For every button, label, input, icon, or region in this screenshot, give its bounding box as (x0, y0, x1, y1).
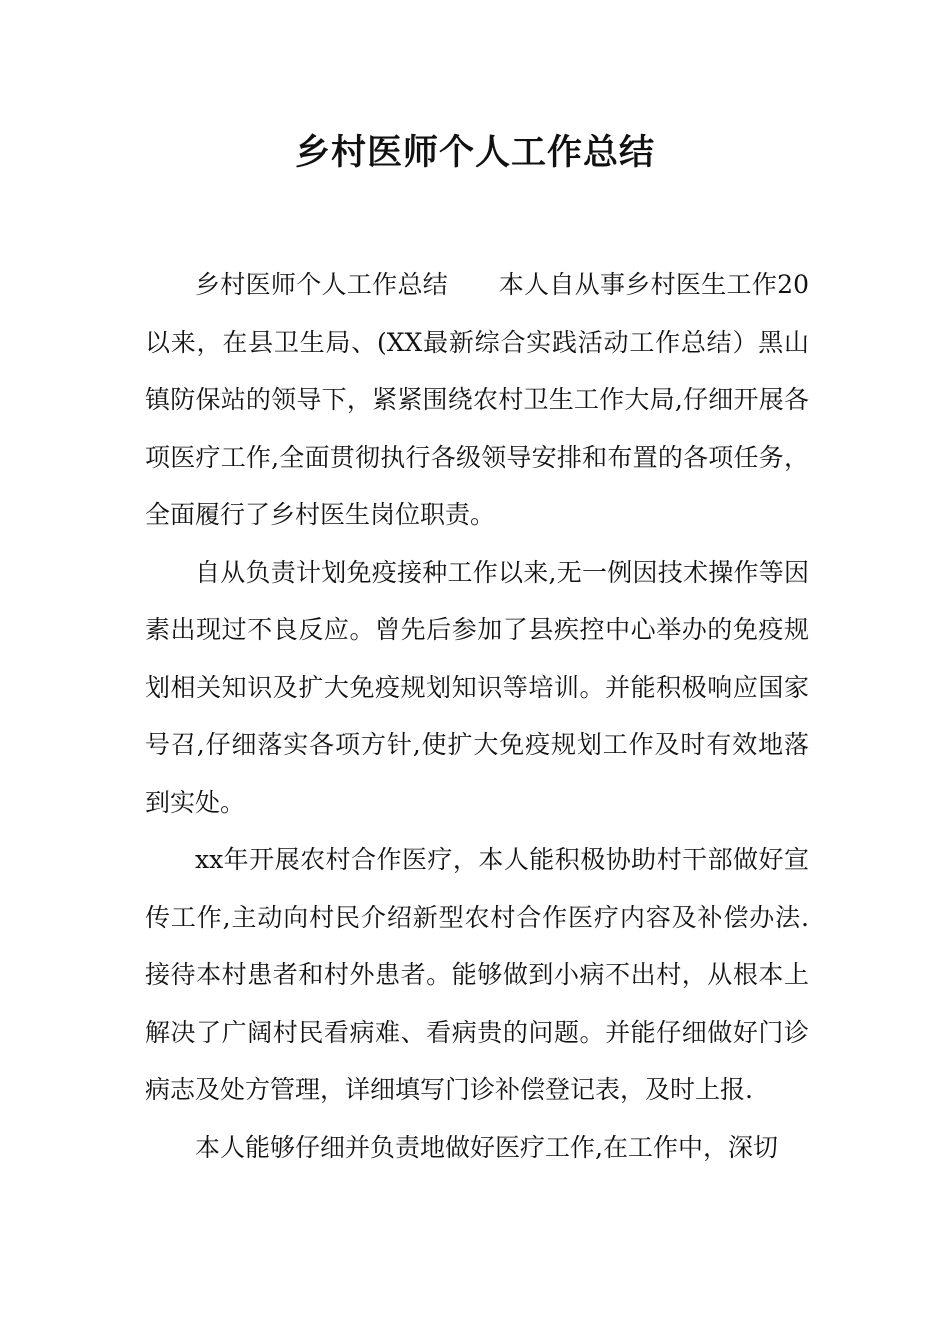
body-paragraph-3: xx年开展农村合作医疗，本人能积极协助村干部做好宣传工作,主动向村民介绍新型农村合作医疗内容及补偿办法.接待本村患者和村外患者。能够做到小病不出村，从根本上解决了广阔村民看病难、看病贵的问题。并能仔细做好门诊病志及处方管理，详细填写门诊补偿登记表，及时上报. (145, 845, 809, 1104)
body-paragraph-4: 本人能够仔细并负责地做好医疗工作,在工作中，深切 (195, 1132, 778, 1162)
body-paragraph-1: 乡村医师个人工作总结 本人自从事乡村医生工作20以来，在县卫生局、(XX最新综合实践活动工作总结）黑山镇防保站的领导下，紧紧围绕农村卫生工作大局,仔细开展各项医疗工作,全面贯彻执行各级领导安排和布置的各项任务，全面履行了乡村医生岗位职责。 (145, 270, 809, 529)
document-title: 乡村医师个人工作总结 (294, 132, 655, 173)
document-body (145, 256, 809, 1176)
body-paragraph-2: 自从负责计划免疫接种工作以来,无一例因技术操作等因素出现过不良反应。曾先后参加了县疾控中心举办的免疫规划相关知识及扩大免疫规划知识等培训。并能积极响应国家号召,仔细落实各项方针,使扩大免疫规划工作及时有效地落到实处。 (145, 557, 809, 817)
